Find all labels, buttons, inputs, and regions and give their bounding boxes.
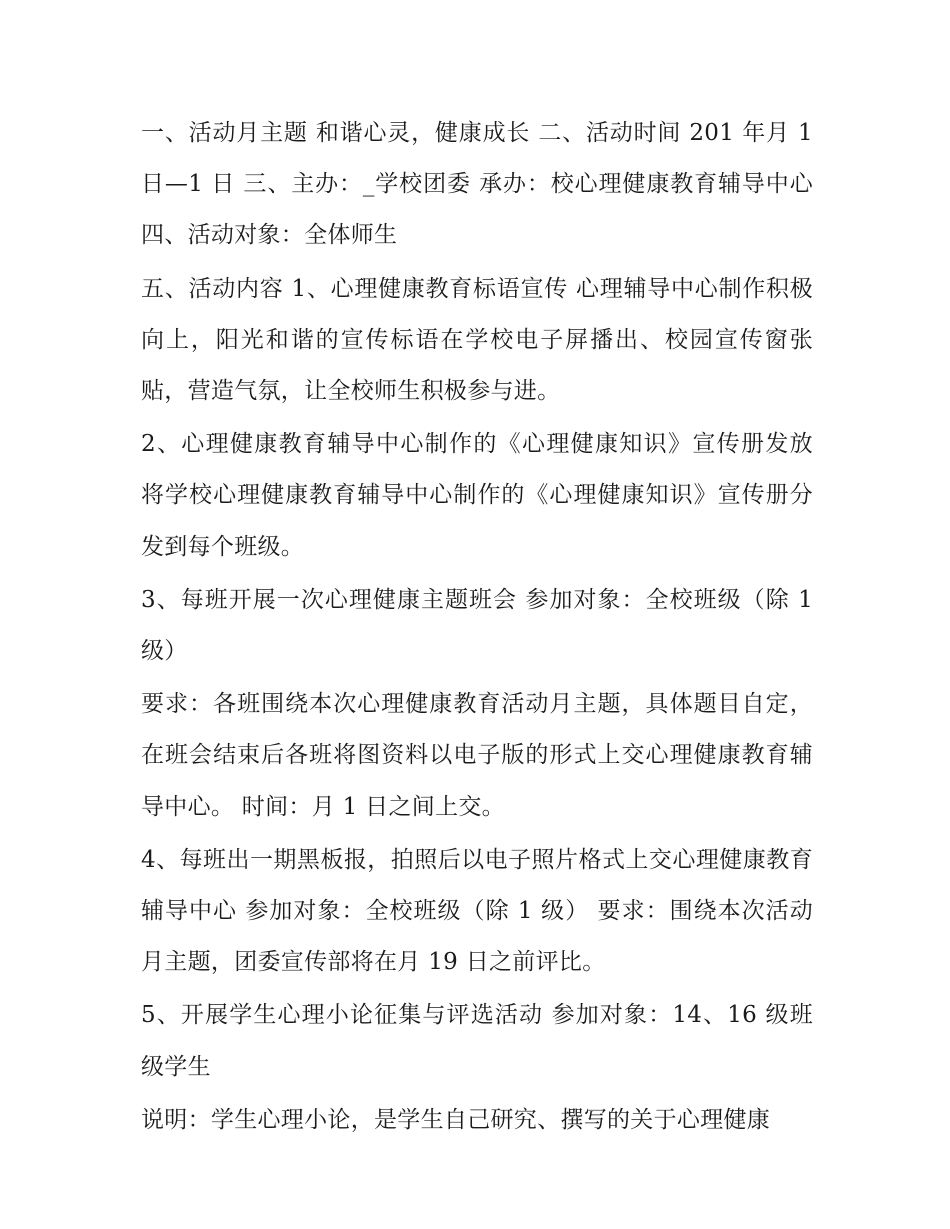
paragraph-essay-description: 说明：学生心理小论，是学生自己研究、撰写的关于心理健康 bbox=[141, 1106, 771, 1133]
document-body bbox=[141, 108, 813, 1148]
paragraph-class-meeting: 3、每班开展一次心理健康主题班会 参加对象：全校班级（除 1 级） bbox=[141, 586, 813, 665]
paragraph-activity-overview: 一、活动月主题 和谐心灵，健康成长 二、活动时间 201 年月 1 日—1 日 三、主办：_学校团委 承办：校心理健康教育辅导中心 四、活动对象：全体师生 bbox=[141, 120, 813, 249]
paragraph-activity-content-slogan: 五、活动内容 1、心理健康教育标语宣传 心理辅导中心制作积极向上，阳光和谐的宣传标语在学校电子屏播出、校园宣传窗张贴，营造气氛，让全校师生积极参与进。 bbox=[141, 275, 813, 405]
paragraph-blackboard-newspaper: 4、每班出一期黑板报，拍照后以电子照片格式上交心理健康教育辅导中心 参加对象：全校班级（除 1 级） 要求：围绕本次活动月主题，团委宣传部将在月 19 日之前评比。 bbox=[141, 846, 813, 976]
paragraph-class-meeting-requirements: 要求：各班围绕本次心理健康教育活动月主题，具体题目自定，在班会结束后各班将图资料以电子版的形式上交心理健康教育辅导中心。 时间：月 1 日之间上交。 bbox=[141, 691, 813, 820]
paragraph-brochure-distribution: 2、心理健康教育辅导中心制作的《心理健康知识》宣传册发放 将学校心理健康教育辅导中心制作的《心理健康知识》宣传册分发到每个班级。 bbox=[141, 431, 813, 560]
paragraph-essay-competition: 5、开展学生心理小论征集与评选活动 参加对象：14、16 级班级学生 bbox=[141, 1002, 813, 1080]
